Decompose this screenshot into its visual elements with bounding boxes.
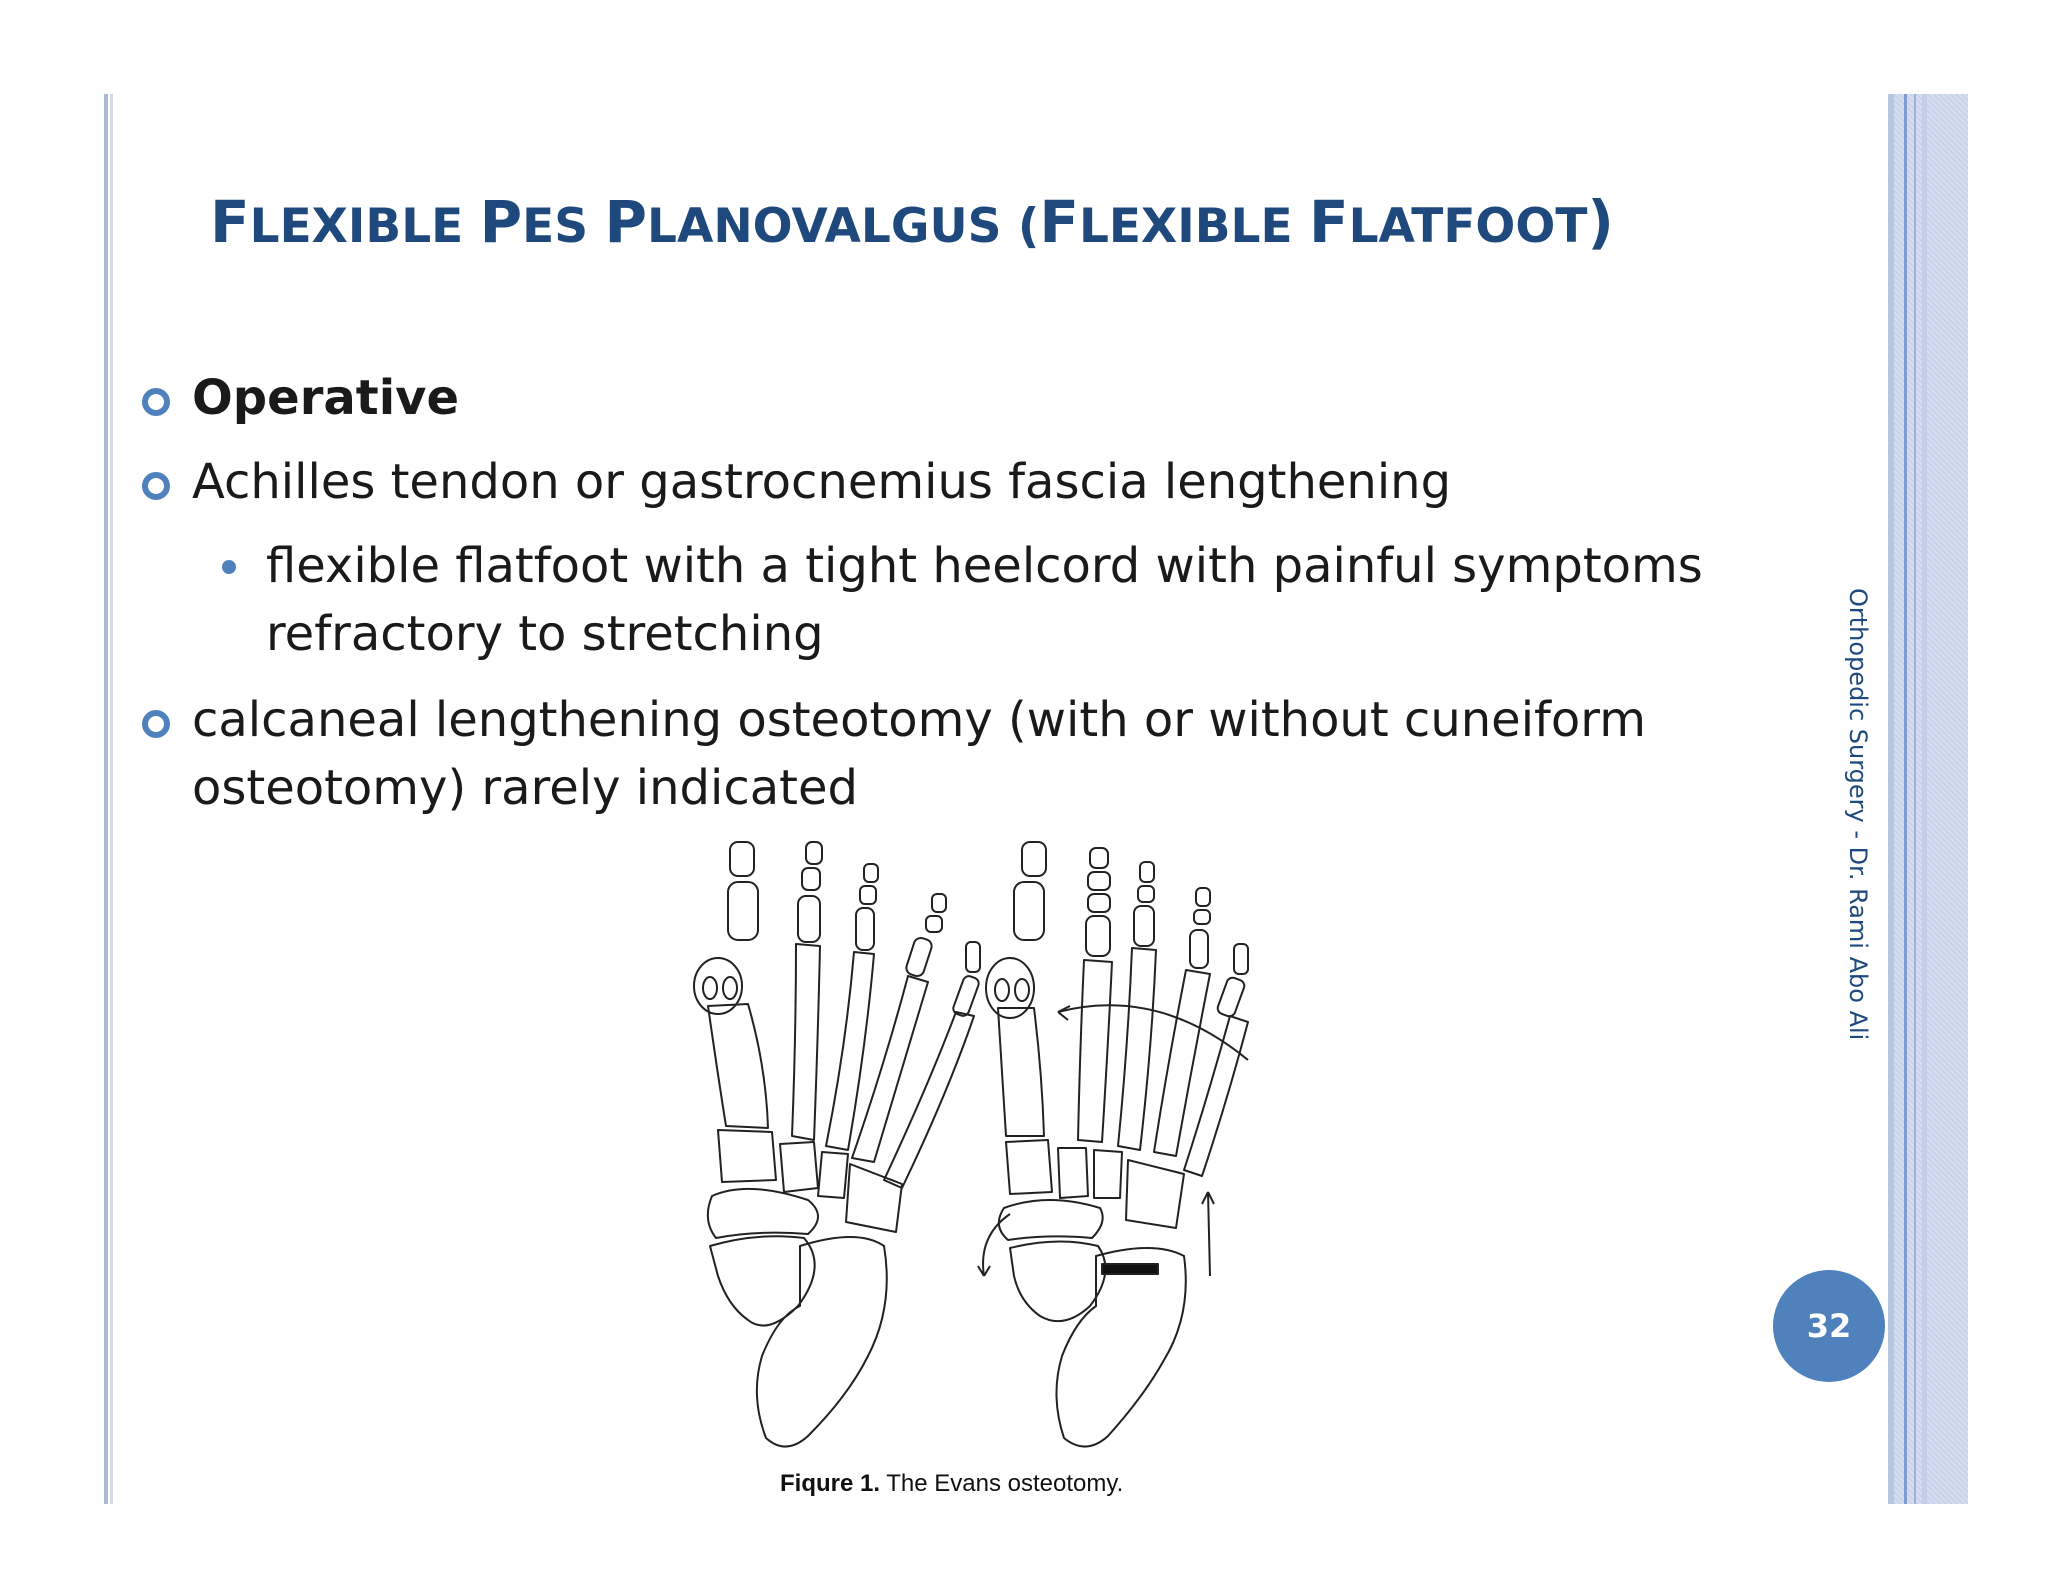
caption-text: The Evans osteotomy. [880,1470,1124,1497]
title-cap: F [1308,188,1349,256]
evans-osteotomy-figure [688,836,1268,1476]
right-band-line [1888,94,1894,1504]
title-smallcaps: LEXIBLE [249,199,480,254]
ring-bullet-icon [142,710,170,738]
title-cap: ) [1587,188,1614,256]
slide-title [210,188,1614,256]
caption-label: Fiqure 1. [780,1470,881,1497]
ring-bullet-icon [142,472,170,500]
vertical-footer-text: Orthopedic Surgery - Dr. Rami Abo Ali [1844,588,1872,1041]
right-band-line [1922,94,1927,1504]
figure-caption [780,1470,1123,1498]
title-cap: P [604,188,648,256]
left-rule [104,94,108,1504]
sub-bullet-line1: flexible flatfoot with a tight heelcord with painful symptoms [266,538,1703,594]
right-band-line [1904,94,1907,1504]
sub-bullet-line2: refractory to stretching [266,606,824,662]
bullet-calcaneal-line2: osteotomy) rarely indicated [192,760,858,816]
title-smallcaps: LEXIBLE [1078,199,1309,254]
title-smallcaps: LANOVALGUS ( [647,199,1040,254]
bullet-achilles: Achilles tendon or gastrocnemius fascia lengthening [192,454,1452,510]
title-smallcaps: LATFOOT [1348,199,1588,254]
title-cap: F [1039,188,1079,256]
right-foot-drawing [978,842,1248,1447]
left-foot-drawing [694,842,980,1447]
left-rule-light [110,94,113,1504]
bullet-operative: Operative [192,370,460,426]
title-cap: F [210,188,250,256]
bullet-calcaneal-line1: calcaneal lengthening osteotomy (with or without cuneiform [192,692,1646,748]
right-decorative-band [1888,94,1968,1504]
ring-bullet-icon [142,388,170,416]
dot-bullet-icon [222,560,236,574]
page-number: 32 [1806,1307,1852,1345]
page-number-badge [1773,1270,1885,1382]
title-smallcaps: ES [522,199,605,254]
title-cap: P [479,188,523,256]
right-band-line [1914,94,1916,1504]
